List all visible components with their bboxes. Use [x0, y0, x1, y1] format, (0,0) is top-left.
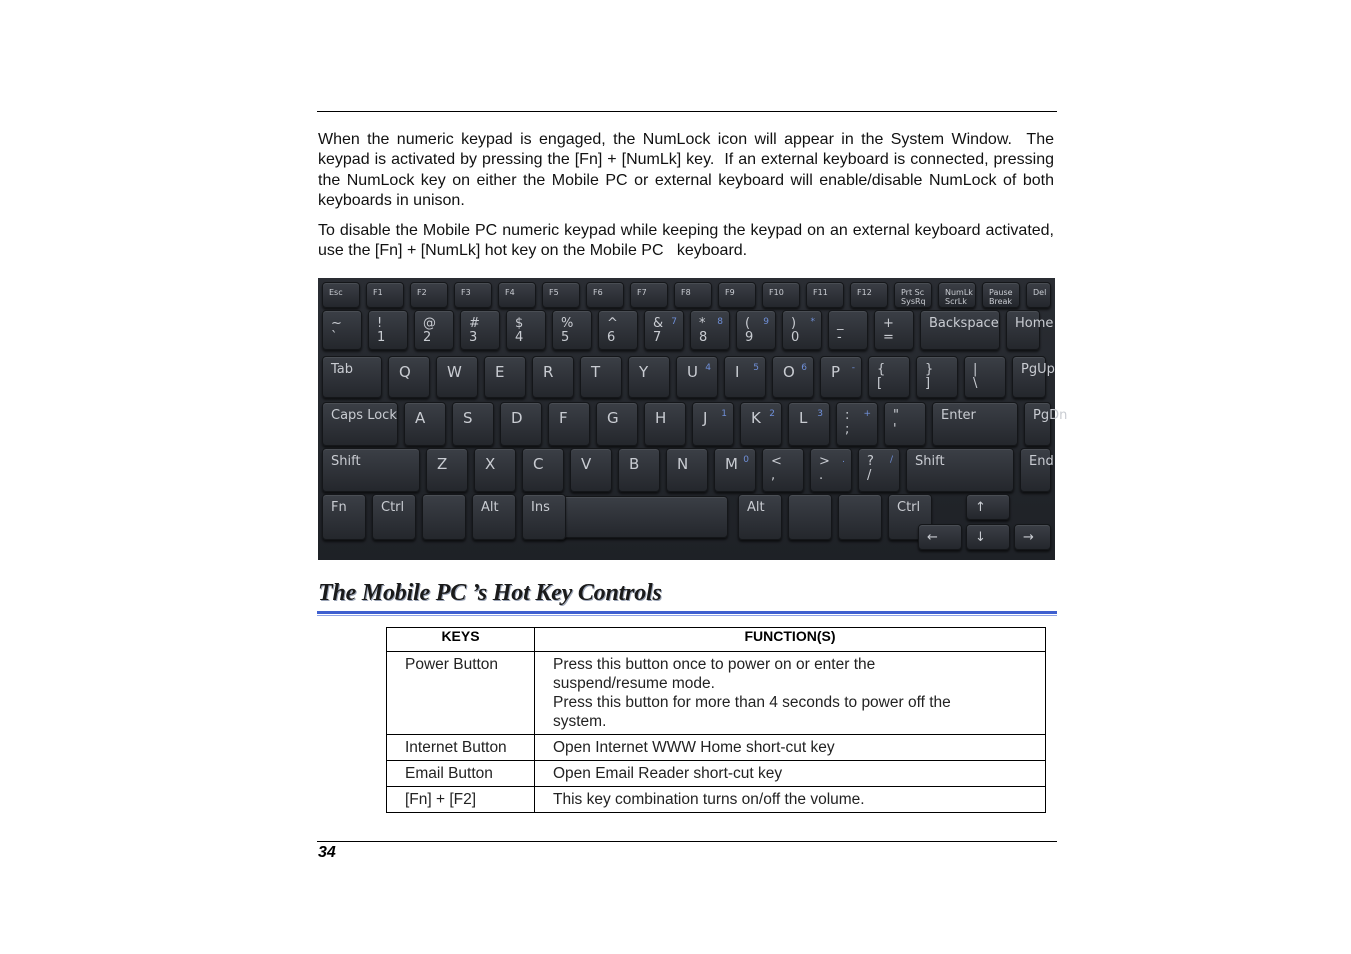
- key-↓: [966, 524, 1010, 550]
- key-keypad-legend: 4: [705, 363, 711, 373]
- key-keypad-legend: 1: [721, 409, 727, 419]
- key-c: [522, 448, 564, 492]
- key-z: [426, 448, 468, 492]
- key-@-2: [414, 310, 454, 350]
- table-row: [387, 761, 1046, 787]
- key-k: [740, 402, 782, 446]
- key-keypad-legend: 7: [671, 317, 677, 327]
- key-legend: F6: [593, 288, 603, 297]
- key-legend: F2: [417, 288, 427, 297]
- key-pgdn: [1024, 402, 1068, 446]
- key-j: [692, 402, 734, 446]
- key-legend: F12: [857, 288, 872, 297]
- key-f3: [454, 282, 492, 308]
- key-legend: _ -: [837, 316, 844, 345]
- table-header-row: [387, 628, 1046, 652]
- key-p: [820, 356, 862, 398]
- key-legend: ↑: [975, 500, 986, 515]
- key-legend: } ]: [925, 362, 934, 391]
- key-keypad-legend: 3: [817, 409, 823, 419]
- footer-rule: [317, 841, 1057, 842]
- key-"-': [884, 402, 926, 446]
- key-w: [436, 356, 478, 398]
- key-legend: Q: [399, 363, 411, 381]
- key-alt: [472, 494, 516, 540]
- key-legend: K: [751, 409, 761, 427]
- key-legend: : ;: [845, 408, 850, 437]
- key-legend: NumLk ScrLk: [945, 288, 973, 306]
- function-cell: [535, 761, 1046, 787]
- key-tab: [322, 356, 382, 398]
- key-pgup: [1012, 356, 1055, 398]
- key-alt: [738, 494, 782, 540]
- key-legend: Tab: [331, 362, 354, 377]
- key-legend: ←: [927, 530, 938, 545]
- key-numlk-scrlk: [938, 282, 976, 308]
- key-!-1: [368, 310, 408, 350]
- key-legend: D: [511, 409, 523, 427]
- key-f6: [586, 282, 624, 308]
- key-keypad-legend: 2: [769, 409, 775, 419]
- key-del: [1026, 282, 1051, 308]
- key-legend: F9: [725, 288, 735, 297]
- key-legend: $ 4: [515, 316, 524, 345]
- key-legend: ↓: [975, 530, 986, 545]
- function-line: This key combination turns on/off the volume.: [553, 791, 865, 808]
- key-legend: T: [591, 363, 601, 381]
- key-legend: →: [1023, 530, 1034, 545]
- key-↑: [966, 494, 1010, 520]
- key-legend: Y: [639, 363, 649, 381]
- function-cell: [535, 735, 1046, 761]
- key-legend: E: [495, 363, 505, 381]
- key-pause-break: [982, 282, 1020, 308]
- key-legend: ( 9: [745, 316, 754, 345]
- key-cell: Internet Button: [387, 735, 535, 761]
- key-f12: [850, 282, 888, 308]
- key-legend: # 3: [469, 316, 480, 345]
- key-f: [548, 402, 590, 446]
- key-legend: End: [1029, 454, 1054, 469]
- key-shift: [322, 448, 420, 492]
- hotkey-table: [386, 627, 1046, 813]
- key-keypad-legend: *: [810, 317, 815, 327]
- key-legend: Shift: [331, 454, 361, 469]
- key-ctrl: [372, 494, 416, 540]
- table-row: [387, 652, 1046, 735]
- key-f11: [806, 282, 844, 308]
- key-keypad-legend: .: [842, 455, 845, 465]
- key-legend: Caps Lock: [331, 408, 397, 423]
- key-legend: G: [607, 409, 619, 427]
- key-keypad-legend: 9: [763, 317, 769, 327]
- key-cell: Power Button: [387, 652, 535, 735]
- key-%-5: [552, 310, 592, 350]
- key-legend: F10: [769, 288, 784, 297]
- key-keypad-legend: 5: [753, 363, 759, 373]
- heading-rule-thin: [317, 615, 1057, 616]
- key-e: [484, 356, 526, 398]
- key-legend: A: [415, 409, 426, 427]
- key-keypad-legend: +: [863, 409, 871, 419]
- key-enter: [932, 402, 1018, 446]
- key-esc: [322, 282, 360, 308]
- key-legend: F8: [681, 288, 691, 297]
- key-cell: Email Button: [387, 761, 535, 787]
- paragraph-numlock: When the numeric keypad is engaged, the NumLock icon will appear in the System Window. The keypad is activated by pressing the [Fn] + [NumLk] key. If an external keyboard is connected, pressing the NumLock key on either the Mobile PC or external keyboard will enable/disable NumLock of both keyboards in unison.: [318, 131, 1059, 209]
- key-home: [1006, 310, 1054, 350]
- key-legend: * 8: [699, 316, 708, 345]
- key-spacebar: [555, 496, 728, 538]
- key-m: [714, 448, 756, 492]
- column-header-functions: FUNCTION(S): [535, 628, 1046, 652]
- key-legend: Enter: [941, 408, 976, 423]
- function-line: suspend/resume mode.: [553, 675, 715, 692]
- key-d: [500, 402, 542, 446]
- key->-.: [810, 448, 852, 492]
- key-legend: L: [799, 409, 808, 427]
- key-legend: Pause Break: [989, 288, 1013, 306]
- table-row: [387, 735, 1046, 761]
- paragraph-disable-keypad: To disable the Mobile PC numeric keypad while keeping the keypad on an external keyboard activated, use the [Fn] + [NumLk] hot key on the Mobile PC keyboard.: [318, 222, 1059, 260]
- key-_--: [828, 310, 868, 350]
- key-^-6: [598, 310, 638, 350]
- key-f2: [410, 282, 448, 308]
- key-legend: < ,: [771, 454, 782, 483]
- key-b: [618, 448, 660, 492]
- key-f4: [498, 282, 536, 308]
- function-cell: [535, 652, 1046, 735]
- key-&-7: [644, 310, 684, 350]
- key-keypad-legend: 6: [801, 363, 807, 373]
- key-$-4: [506, 310, 546, 350]
- key-i: [724, 356, 766, 398]
- keyboard-photo: [318, 278, 1068, 560]
- key-legend: Alt: [481, 500, 499, 515]
- key-x: [474, 448, 516, 492]
- key-legend: F11: [813, 288, 828, 297]
- key-legend: | \: [973, 362, 978, 391]
- key-legend: F7: [637, 288, 647, 297]
- key-legend: PgUp: [1021, 362, 1055, 377]
- key-legend: J: [703, 409, 708, 427]
- page-number: 34: [318, 844, 336, 861]
- key-legend: V: [581, 455, 592, 473]
- key-f7: [630, 282, 668, 308]
- key-legend: & 7: [653, 316, 664, 345]
- key-legend: Esc: [329, 288, 343, 297]
- key-backspace: [920, 310, 1000, 350]
- key-legend: Backspace: [929, 316, 999, 331]
- key-<-,: [762, 448, 804, 492]
- key-t: [580, 356, 622, 398]
- key-legend: Home: [1015, 316, 1054, 331]
- section-heading: The Mobile PC ’s Hot Key Controls: [318, 580, 662, 606]
- key-legend: Z: [437, 455, 448, 473]
- key-f1: [366, 282, 404, 308]
- key-legend: Prt Sc SysRq: [901, 288, 926, 306]
- key-legend: Del: [1033, 288, 1047, 297]
- key-legend: PgDn: [1033, 408, 1068, 423]
- key-u: [676, 356, 718, 398]
- key-?-/: [858, 448, 900, 492]
- key-legend: % 5: [561, 316, 574, 345]
- key-legend: M: [725, 455, 738, 473]
- key-legend: Ins: [531, 500, 550, 515]
- key-logo: [838, 494, 882, 540]
- key-legend: I: [735, 363, 740, 381]
- key-{-[: [868, 356, 910, 398]
- key-→: [1014, 524, 1051, 550]
- key-f5: [542, 282, 580, 308]
- key-keypad-legend: 0: [743, 455, 749, 465]
- key-end: [1020, 448, 1054, 492]
- key-legend: W: [447, 363, 462, 381]
- key-a: [404, 402, 446, 446]
- function-cell: [535, 787, 1046, 813]
- key-logo: [422, 494, 466, 540]
- key-f9: [718, 282, 756, 308]
- key-l: [788, 402, 830, 446]
- key-legend: " ': [893, 408, 899, 437]
- key-legend: N: [677, 455, 689, 473]
- key-n: [666, 448, 708, 492]
- key-legend: Alt: [747, 500, 765, 515]
- heading-rule: [317, 611, 1057, 614]
- key-+-=: [874, 310, 914, 350]
- key-legend: F1: [373, 288, 383, 297]
- key-ins: [522, 494, 566, 540]
- key-legend: ^ 6: [607, 316, 618, 345]
- key-legend: C: [533, 455, 544, 473]
- key-legend: Ctrl: [897, 500, 921, 515]
- key-*-8: [690, 310, 730, 350]
- key-y: [628, 356, 670, 398]
- key-legend: R: [543, 363, 554, 381]
- key-legend: + =: [883, 316, 894, 345]
- key-legend: O: [783, 363, 795, 381]
- key-legend: ) 0: [791, 316, 800, 345]
- key-~-`: [322, 310, 362, 350]
- key-#-3: [460, 310, 500, 350]
- table-row: [387, 787, 1046, 813]
- key-legend: H: [655, 409, 667, 427]
- key-(-9: [736, 310, 776, 350]
- key-legend: X: [485, 455, 496, 473]
- key-:-;: [836, 402, 878, 446]
- function-line: Open Email Reader short-cut key: [553, 765, 783, 782]
- function-line: Press this button once to power on or enter the: [553, 656, 876, 673]
- key-legend: > .: [819, 454, 830, 483]
- key-legend: ~ `: [331, 316, 342, 345]
- function-line: Open Internet WWW Home short-cut key: [553, 739, 835, 756]
- key-legend: Shift: [915, 454, 945, 469]
- key-cell: [Fn] + [F2]: [387, 787, 535, 813]
- key-logo: [788, 494, 832, 540]
- key-fn: [322, 494, 366, 540]
- key-keypad-legend: -: [851, 363, 855, 373]
- key-keypad-legend: 8: [717, 317, 723, 327]
- key-legend: F5: [549, 288, 559, 297]
- key-h: [644, 402, 686, 446]
- key-caps-lock: [322, 402, 398, 446]
- key-r: [532, 356, 574, 398]
- key-keypad-legend: /: [889, 455, 893, 465]
- key-o: [772, 356, 814, 398]
- key-g: [596, 402, 638, 446]
- key-legend: F4: [505, 288, 515, 297]
- key-f10: [762, 282, 800, 308]
- key-legend: U: [687, 363, 698, 381]
- key-legend: ? /: [867, 454, 874, 483]
- key-legend: B: [629, 455, 640, 473]
- key-←: [918, 524, 962, 550]
- key-legend: P: [831, 363, 841, 381]
- key-v: [570, 448, 612, 492]
- key-)-0: [782, 310, 822, 350]
- key-legend: F: [559, 409, 568, 427]
- key-shift: [906, 448, 1014, 492]
- header-rule: [317, 111, 1057, 112]
- key-legend: Ctrl: [381, 500, 405, 515]
- key-|-\: [964, 356, 1006, 398]
- key-prt-sc-sysrq: [894, 282, 932, 308]
- key-f8: [674, 282, 712, 308]
- function-line: system.: [553, 713, 607, 730]
- key-legend: @ 2: [423, 316, 436, 345]
- key-legend: F3: [461, 288, 471, 297]
- key-legend: Fn: [331, 500, 347, 515]
- column-header-keys: KEYS: [387, 628, 535, 652]
- key-q: [388, 356, 430, 398]
- key-legend: S: [463, 409, 473, 427]
- key-}-]: [916, 356, 958, 398]
- key-legend: { [: [877, 362, 886, 391]
- function-line: Press this button for more than 4 seconds to power off the: [553, 694, 951, 711]
- key-legend: ! 1: [377, 316, 386, 345]
- key-s: [452, 402, 494, 446]
